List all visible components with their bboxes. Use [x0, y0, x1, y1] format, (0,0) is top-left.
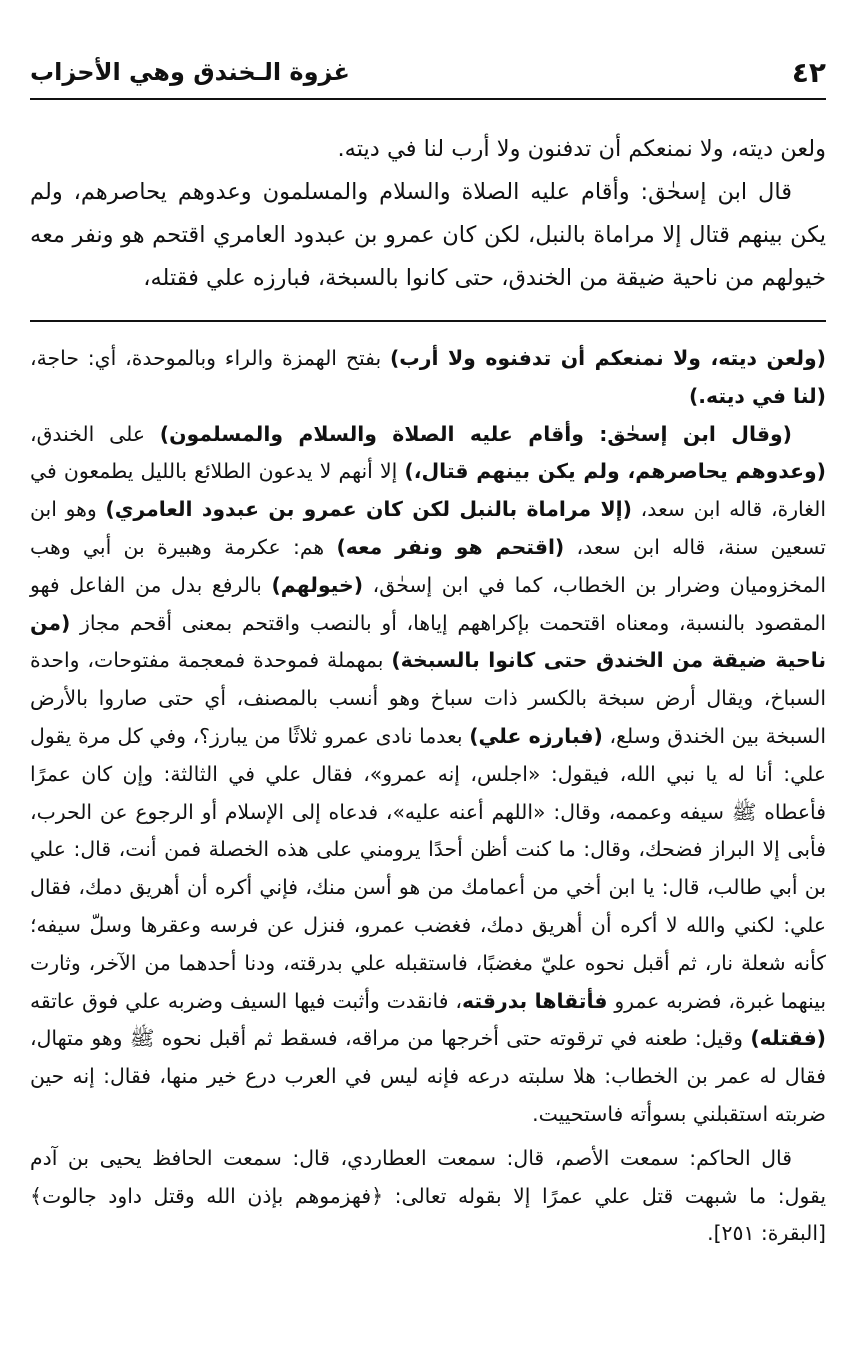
commentary-span: وهو ابن تسعين سنة، قاله ابن سعد،	[30, 497, 826, 559]
commentary-paragraph-3: قال الحاكم: سمعت الأصم، قال: سمعت العطاردي، قال: سمعت الحافظ يحيى بن آدم يقول: ما شبهت قتل علي عمرًا إلا بقوله تعالى: ﴿فهزموهم بإذن الله وقتل داود جالوت﴾ [البقرة: ٢٥١].	[30, 1145, 826, 1246]
commentary-span: ، فانقدت وأثبت فيها السيف وضربه علي فوق عاتقه	[30, 988, 462, 1013]
commentary-span: بعدما نادى عمرو ثلاثًا من يبارز؟، وفي كل مرة يقول علي: أنا له يا نبي الله، فيقول: «اجلس، إنه عمرو»، فقال علي في الثالثة: وإن كان عمرًا فأعطاه ﷺ سيفه وعممه، وقال: «اللهم أعنه عليه»، فدعاه إلى الإسلام أو الرجوع عن الحرب، فأبى إلا البراز فضحك، وقال: ما كنت أظن أحدًا يرومني على هذه الخصلة فمن أنت، قال: علي بن أبي طالب، قال: يا ابن أخي من أعمامك من هو أسن منك، فإني أكره أن أهريق دمك، فقال علي: لكني والله لا أكره أن أهريق دمك، فغضب عمرو، فنزل عن فرسه وعقرها وسلّ سيفه؛ كأنه شعلة نار، ثم أقبل نحوه عليّ مغضبًا، فاستقبله علي بدرقته، ودنا أحدهما من الآخر، وثارت بينهما غبرة، فضربه عمرو	[30, 723, 826, 1013]
footnote-separator	[30, 320, 826, 322]
commentary-span: إلا أنهم لا يدعون الطلائع بالليل يطمعون في الغارة، قاله ابن سعد،	[30, 459, 826, 522]
quoted-matn: (لنا في ديته.)	[688, 383, 826, 408]
commentary-span: على الخندق،	[30, 421, 160, 446]
running-header	[30, 46, 826, 100]
main-text-paragraph-1: ولعن ديته، ولا نمنعكم أن تدفنون ولا أرب لنا في ديته.	[337, 136, 826, 162]
quoted-matn: (خيولهم)	[271, 572, 364, 597]
main-text	[30, 128, 826, 300]
quoted-matn: (اقتحم هو ونفر معه)	[336, 534, 565, 559]
commentary-span: بفتح الهمزة والراء وبالموحدة، أي: حاجة،	[30, 346, 390, 370]
quoted-matn: (فبارزه علي)	[469, 723, 603, 748]
quoted-matn: (من ناحية ضيقة من الخندق حتى كانوا بالسبخة)	[30, 610, 827, 673]
book-page	[30, 0, 826, 1364]
commentary-paragraph-1	[30, 340, 826, 416]
quoted-matn: (إلا مراماة بالنبل لكن كان عمرو بن عبدود العامري)	[105, 497, 632, 522]
quoted-matn: فأتقاها بدرقته	[461, 988, 608, 1013]
commentary-span: وقيل: طعنه في ترقوته حتى أخرجها من مراقه، فسقط ثم أقبل نحوه ﷺ وهو متهال، فقال له عمر بن الخطاب: هلا سلبته درعه فإنه ليس في العرب درع خير منها، فقال: إنه حين ضربته استقبلني بسوأته فاستحييت.	[30, 1026, 826, 1126]
quoted-matn: (وعدوهم يحاصرهم، ولم يكن بينهم قتال،)	[404, 459, 826, 484]
main-text-paragraph-2: قال ابن إسحٰق: وأقام عليه الصلاة والسلام والمسلمون وعدوهم يحاصرهم، ولم يكن بينهم قتال إلا مراماة بالنبل، لكن كان عمرو بن عبدود العامري اقتحم هو ونفر معه خيولهم من ناحية ضيقة من الخندق، حتى كانوا بالسبخة، فبارزه علي فقتله،	[30, 179, 826, 291]
commentary-paragraph-2	[30, 416, 826, 1134]
commentary-span: هم: عكرمة وهبيرة بن أبي وهب المخزوميان وضرار بن الخطاب، كما في ابن إسحٰق،	[30, 534, 826, 597]
page-number: ٤٢	[791, 55, 826, 89]
commentary-span: بمهملة فموحدة فمعجمة مفتوحات، واحدة السباخ، ويقال أرض سبخة بالكسر ذات سباخ وهو أنسب بالمصنف، أي حتى صاروا بالأرض السبخة بين الخندق وسلع،	[30, 648, 826, 748]
quoted-matn: (ولعن ديته، ولا نمنعكم أن تدفنوه ولا أرب)	[389, 346, 826, 370]
commentary-span: بالرفع بدل من الفاعل فهو المقصود بالنسبة، ومعناه اقتحمت بإكراههم إياها، أو بالنصب واقتحم بمعنى أقحم مجاز	[30, 572, 826, 635]
running-title: غزوة الـخندق وهي الأحزاب	[30, 58, 350, 86]
quoted-matn: (وقال ابن إسحٰق: وأقام عليه الصلاة والسلام والمسلمون)	[159, 421, 792, 446]
quoted-matn: (فقتله)	[750, 1026, 826, 1051]
commentary-text	[30, 340, 826, 1253]
